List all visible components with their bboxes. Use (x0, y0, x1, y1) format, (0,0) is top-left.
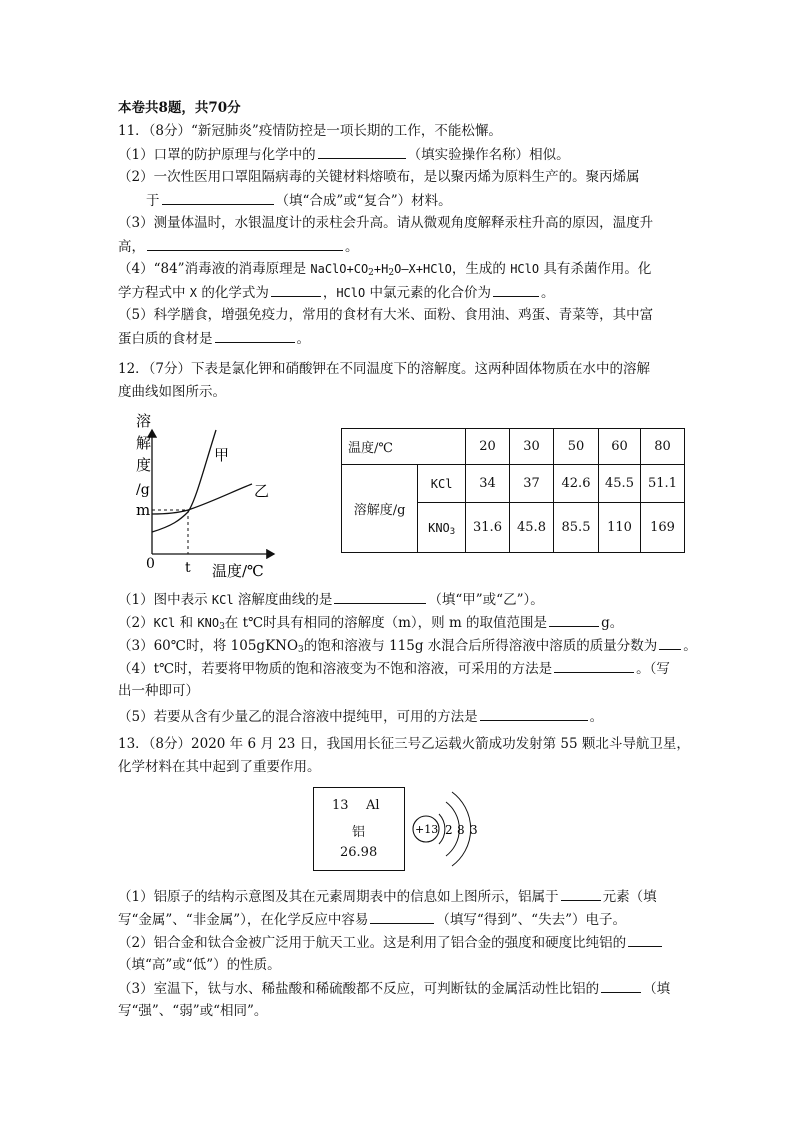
kno3-label-text: KNO (428, 520, 450, 535)
q11-p1-text: （1）口罩的防护原理与化学中的 (118, 147, 316, 163)
q11-p4b-text: 学方程式中 (118, 285, 190, 301)
q12-part4-line2: 出一种即可） (118, 683, 199, 699)
q11-p4-eq1: NaClO+CO (310, 262, 369, 276)
temp-cell: 30 (510, 429, 554, 465)
q13-stem-line1: 13．（8分）2020 年 6 月 23 日，我国用长征三号乙运载火箭成功发射第 55 颗北斗导航卫星， (118, 736, 690, 752)
graph-ylabel-1: 溶 (136, 412, 152, 430)
q13-stem-line2: 化学材料在其中起到了重要作用。 (118, 759, 321, 775)
q11-p4-hclo: HClO (510, 262, 540, 276)
q13-part2-line2: （填“高”或“低”）的性质。 (118, 957, 281, 973)
q11-part5-line2 (118, 328, 310, 349)
q12-p1-text2: 溶解度曲线的是 (233, 592, 333, 608)
shell-electrons-3: 3 (470, 823, 478, 837)
q13-part3-line2: 写“强”、“弱”或“相同”。 (118, 1003, 268, 1019)
q11-p3-blank[interactable] (147, 236, 343, 251)
q12-p2-kno: KNO (197, 616, 220, 630)
nucleus-charge: +13 (415, 823, 439, 836)
q12-p1-text3: （填“甲”或“乙”）。 (428, 592, 544, 608)
graph-ylabel-3: 度 (136, 456, 152, 474)
q11-part3-line1: （3）测量体温时，水银温度计的汞柱会升高。请从微观角度解释汞柱升高的原因，温度升 (118, 215, 654, 231)
q13-part1-line1 (118, 886, 657, 907)
q11-p4-text: （4）“84”消毒液的消毒原理是 (118, 261, 311, 277)
q12-p5-blank[interactable] (480, 706, 588, 721)
q11-part4-line2 (118, 282, 555, 303)
al-element-box (313, 787, 405, 871)
q12-part5 (118, 706, 603, 727)
q12-part3 (118, 635, 697, 656)
q11-p5-end: 。 (296, 331, 310, 347)
q11-p4-sub1: 2 (368, 268, 374, 278)
q11-p3-text2: 。 (345, 239, 359, 255)
q12-p2-blank[interactable] (549, 612, 599, 627)
table-row (342, 465, 685, 503)
q11-p4-blank1[interactable] (271, 282, 321, 297)
kno3-cell: 31.6 (466, 503, 510, 553)
kno3-cell: 45.8 (510, 503, 554, 553)
q11-p4b-text2: 的化学式为 (197, 285, 269, 301)
q13-part2-line1 (118, 932, 664, 953)
section-title: 本卷共8题，共70分 (118, 100, 241, 116)
graph-ylabel-2: 解 (136, 434, 152, 452)
kcl-cell: 45.5 (599, 465, 641, 503)
q12-p3-text: （3）60℃时，将 105gKNO (118, 638, 299, 654)
q12-stem-line2: 度曲线如图所示。 (118, 384, 226, 400)
q13-p3-blank[interactable] (601, 978, 641, 993)
kcl-cell: 34 (466, 465, 510, 503)
q13-p2-text: （2）铝合金和钛合金被广泛用于航天工业。这是利用了铝合金的强度和硬度比纯铝的 (118, 935, 627, 951)
q11-p2-blank[interactable] (162, 190, 274, 205)
q12-p4-blank[interactable] (554, 658, 634, 673)
curve-yi-label: 乙 (254, 482, 270, 500)
q13-part3-line1 (118, 978, 670, 999)
q12-p2-unit: g。 (601, 615, 624, 631)
q12-p5-end: 。 (589, 709, 604, 725)
q13-p1-text4: （填写“得到”、“失去”）电子。 (436, 912, 626, 928)
curve-jia (152, 430, 216, 532)
q11-p2-text: 于 (146, 193, 160, 209)
table-row (342, 429, 685, 465)
q12-p2-kcl: KCl (153, 616, 176, 630)
q11-p4b-x: X (189, 286, 198, 300)
q11-part2-line1: （2）一次性医用口罩阻隔病毒的关键材料熔喷布，是以聚丙烯为原料生产的。聚丙烯属 (118, 169, 640, 185)
q11-part3-line2 (118, 236, 359, 257)
q12-stem-line1: 12．（7分）下表是氯化钾和硝酸钾在不同温度下的溶解度。这两种固体物质在水中的溶解 (118, 361, 651, 377)
al-atomic-number: 13 (332, 798, 349, 813)
q11-p4-eq3: O—X+HClO (394, 262, 452, 276)
kno3-cell: 110 (599, 503, 641, 553)
kcl-label: KCl (418, 465, 466, 503)
q11-p4b-end: 。 (541, 285, 555, 301)
solubility-graph (132, 408, 282, 580)
q13-p1-text: （1）铝原子的结构示意图及其在元素周期表中的信息如上图所示，铝属于 (118, 889, 559, 905)
temp-cell: 20 (466, 429, 510, 465)
graph-origin: 0 (146, 556, 155, 572)
q11-p4-sub2: 2 (388, 268, 395, 278)
q11-p4-text2: ，生成的 (451, 261, 511, 277)
al-atom-diagram (408, 778, 488, 876)
al-name: 铝 (352, 825, 366, 840)
temp-cell: 80 (641, 429, 685, 465)
solubility-table (341, 428, 685, 553)
q11-p3-text: 高， (118, 239, 145, 255)
q13-p1-text2: 元素（填 (602, 889, 657, 905)
q13-p1-text3: 写“金属”、“非金属”），在化学反应中容易 (118, 912, 369, 928)
q12-p2-text2: 在 t℃时具有相同的溶解度（m），则 m 的取值范围是 (224, 615, 548, 631)
q12-p3-blank[interactable] (659, 635, 681, 650)
graph-t-label: t (185, 560, 191, 576)
curve-jia-label: 甲 (214, 446, 230, 464)
q11-p4-blank2[interactable] (493, 282, 539, 297)
q12-p1-kcl: KCl (211, 593, 234, 607)
q11-part1 (118, 144, 570, 165)
q13-part1-line2 (118, 909, 626, 930)
q11-p4b-hclo: HClO (336, 286, 366, 300)
kcl-cell: 51.1 (641, 465, 685, 503)
q12-part2 (118, 612, 623, 633)
q12-p1-blank[interactable] (334, 589, 426, 604)
shell-electrons-2: 8 (457, 823, 465, 837)
graph-ylabel-4: /g (136, 482, 150, 498)
al-mass: 26.98 (340, 845, 378, 860)
q11-part2-line2 (146, 190, 452, 211)
q11-p1-text2: （填实验操作名称）相似。 (407, 147, 570, 163)
q11-p4b-comma: ， (322, 285, 337, 301)
graph-m-label: m (136, 501, 151, 519)
q13-p3-text: （3）室温下，钛与水、稀盐酸和稀硫酸都不反应，可判断钛的金属活动性比铝的 (118, 981, 600, 997)
q11-part5-line1: （5）科学膳食，增强免疫力，常用的食材有大米、面粉、食用油、鸡蛋、青菜等，其中富 (118, 307, 654, 323)
q11-p4b-text3: 中氯元素的化合价为 (365, 285, 492, 301)
q12-part4-line1 (118, 658, 670, 679)
q12-p5-text: （5）若要从含有少量乙的混合溶液中提纯甲，可用的方法是 (118, 709, 478, 725)
temp-header: 温度/℃ (342, 429, 466, 465)
shell-electrons-1: 2 (445, 823, 453, 837)
q11-part4-line1 (118, 259, 651, 279)
q13-p1-blank1[interactable] (561, 886, 601, 901)
q12-p2-sub: 3 (219, 622, 225, 632)
q12-p2-and: 和 (175, 615, 198, 631)
temp-cell: 50 (554, 429, 599, 465)
q11-p4-eq2: +H (373, 262, 389, 276)
graph-xlabel: 温度/℃ (212, 562, 264, 580)
q12-p1-text: （1）图中表示 (118, 592, 212, 608)
q11-p4-text3: 具有杀菌作用。化 (539, 261, 652, 277)
q12-p3-end: 。 (683, 638, 697, 654)
kcl-cell: 37 (510, 465, 554, 503)
kno3-cell: 85.5 (554, 503, 599, 553)
q12-p2-text: （2） (118, 615, 154, 631)
q12-p4-text: （4）t℃时，若要将甲物质的饱和溶液变为不饱和溶液，可采用的方法是 (118, 661, 553, 677)
q13-p3-text2: （填 (643, 981, 671, 997)
sol-header: 溶解度/g (342, 465, 418, 553)
q11-stem: 11．（8分）“新冠肺炎”疫情防控是一项长期的工作，不能松懈。 (118, 123, 502, 139)
q13-p2-blank[interactable] (628, 932, 662, 947)
kno3-label-sub: 3 (449, 526, 456, 537)
q12-p3-text2: 的饱和溶液与 115g 水混合后所得溶液中溶质的质量分数为 (303, 638, 658, 654)
q12-p3-sub: 3 (298, 645, 304, 655)
q13-p1-blank2[interactable] (370, 909, 434, 924)
q11-p5-text: 蛋白质的食材是 (118, 331, 213, 347)
temp-cell: 60 (599, 429, 641, 465)
q11-p2-text2: （填“合成”或“复合”）材料。 (275, 193, 452, 209)
kno3-label (418, 503, 466, 553)
q11-p1-blank[interactable] (318, 144, 406, 159)
q12-part1 (118, 589, 544, 610)
kno3-cell: 169 (641, 503, 685, 553)
kcl-cell: 42.6 (554, 465, 599, 503)
q11-p5-blank[interactable] (215, 328, 295, 343)
q12-p4-text2: 。（写 (636, 661, 670, 677)
al-symbol: Al (366, 798, 380, 813)
